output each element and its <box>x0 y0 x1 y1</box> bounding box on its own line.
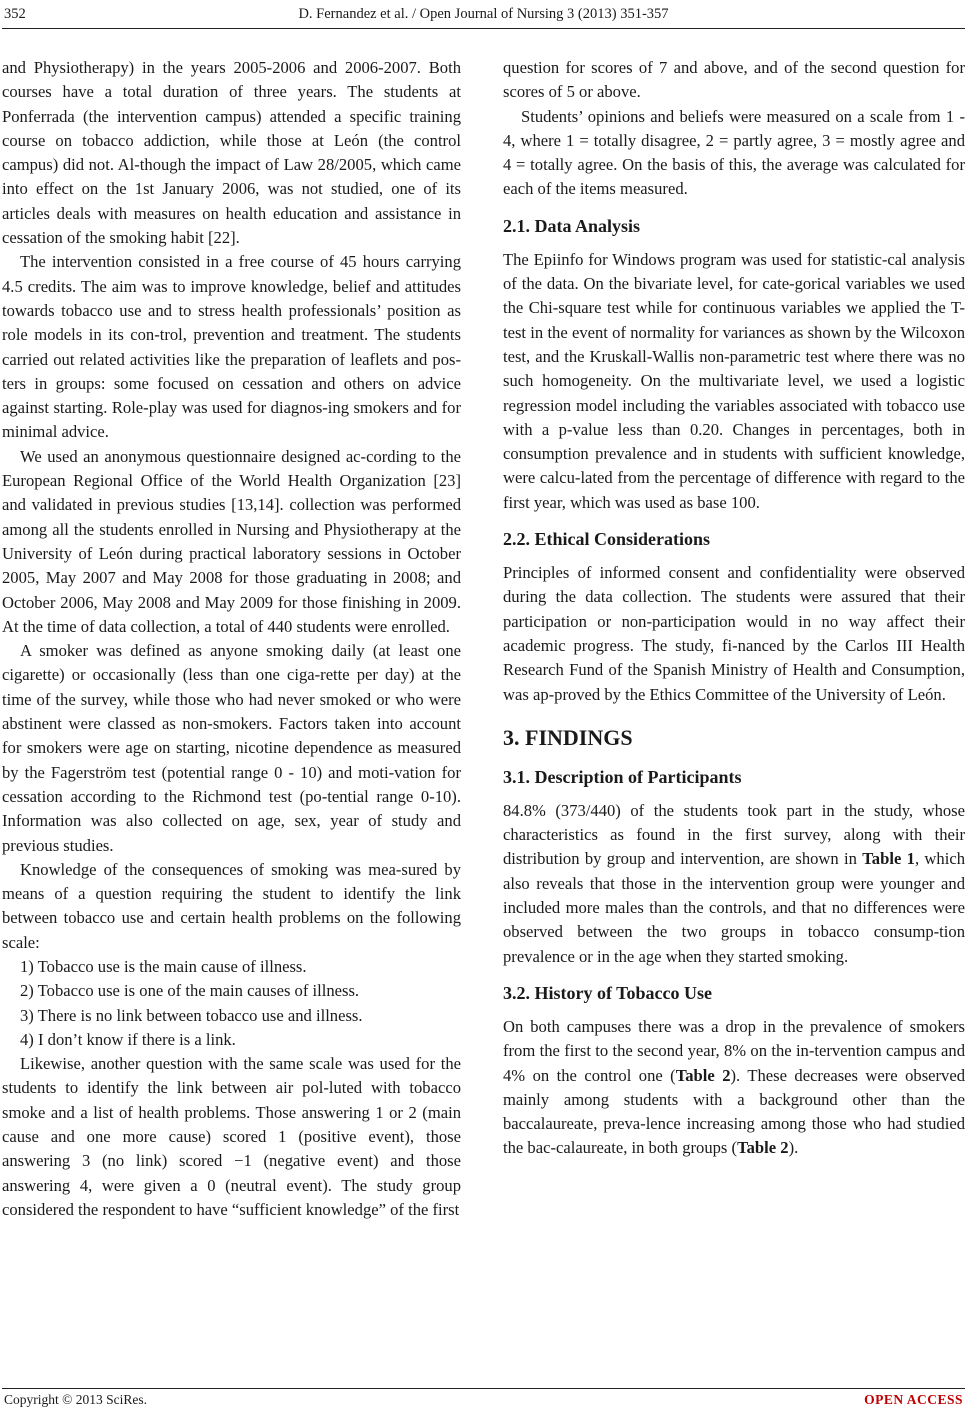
copyright-notice: Copyright © 2013 SciRes. <box>4 1392 148 1407</box>
running-head <box>0 4 967 24</box>
paragraph: The Epiinfo for Windows program was used for statistic-cal analysis of the data. On the bivariate level, for cate-gorical variables we used the Chi-square test while for continuous variables we applied the T-test in the event of normality for variances as shown by the Wilcoxon test, and the Kruskall-Wallis non-parametric test where there was no such homogeneity. On the multivariate level, we used a logistic regression model including the variables associated with tobacco use with a p-value less than 0.20. Changes in percentages, both in consumption prevalence and in students with sufficient knowledge, were calcu-lated from the percentage of difference with regard to the first year, which was used as base 100. <box>503 249 965 512</box>
paragraph: Knowledge of the consequences of smoking was mea-sured by means of a question requiring the student to identify the link between tobacco use and certain health problems on the following scale: <box>2 859 461 952</box>
table-reference-link[interactable]: Table 2 <box>737 1138 789 1158</box>
paragraph: The intervention consisted in a free course of 45 hours carrying 4.5 credits. The aim was to improve knowledge, belief and attitudes towards tobacco use and to stress health professionals’ position as role models in its con-trol, prevention and treatment. The students carried out related activities like the preparation of leaflets and pos-ters in groups: some focused on cessation and others on advice against starting. Role-play was used for diagnos-ing smokers and for minimal advice. <box>2 252 461 442</box>
paragraph: A smoker was defined as anyone smoking daily (at least one cigarette) or occasionally (less than one ciga-rette per day) at the time of the survey, while those who had never smoked or who were abstinent were classed as non-smokers. Factors taken into account for smokers were age on starting, nicotine dependence as measured by the Fagerström test (potential range 0 - 10) and moti-vation for cessation according to the Richmond test (po-tential range 0-10). Information was also collected on age, sex, year of study and previous studies. <box>2 641 461 855</box>
section-heading-participants: 3.1. Description of Participants <box>503 766 742 787</box>
open-access-label: OPEN ACCESS <box>864 1392 963 1407</box>
paragraph: We used an anonymous questionnaire designed ac-cording to the European Regional Office of the World Health Organization [23] and validated in previous studies [13,14]. collection was performed among all the students enrolled in Nursing and Physiotherapy at the University of León during practical laboratory sessions in October 2005, May 2007 and May 2008 for those graduating in 2008; and October 2006, May 2008 and May 2009 for those finishing in 2009. At the time of data collection, a total of 440 students were enrolled. <box>2 446 461 636</box>
text-run: ). <box>788 1138 799 1158</box>
text-run: , which also reveals that those in the intervention group were younger and included more males than the controls, and that no differences were observed between the two groups in tobacco consump-tion prevalence or in the age when they started smoking. <box>503 849 965 966</box>
journal-citation-line: D. Fernandez et al. / Open Journal of Nursing 3 (2013) 351-357 <box>298 6 669 22</box>
text-run: On both campuses there was a drop in the prevalence of smokers from the first to the second year, 8% on the in-tervention campus and 4% on the control one ( <box>503 1016 965 1085</box>
text-run: ). These decreases were observed mainly among students with a background other than the baccalaureate, preva-lence increasing among those who had studied the bac-calaureate, in both groups ( <box>503 1065 966 1158</box>
list-item: 3) There is no link between tobacco use and illness. <box>20 1005 363 1025</box>
paragraph <box>503 799 965 969</box>
table-reference-link[interactable]: Table 1 <box>862 849 915 869</box>
paragraph: Students’ opinions and beliefs were measured on a scale from 1 - 4, where 1 = totally disagree, 2 = partly agree, 3 = mostly agree and 4 = totally agree. On the basis of this, the average was calculated for each of the items measured. <box>503 106 965 199</box>
section-heading-ethical-considerations: 2.2. Ethical Considerations <box>503 529 711 550</box>
list-item: 1) Tobacco use is the main cause of illness. <box>20 956 307 976</box>
right-column <box>503 56 965 1161</box>
left-column <box>2 56 461 1222</box>
paragraph: Likewise, another question with the same scale was used for the students to identify the link between air pol-luted with tobacco smoke and a list of health problems. Those answering 1 or 2 (main cause and one more cause) scored 1 (positive event), those answering 3 (no link) scored −1 (negative event) and those answering 4, were given a 0 (neutral event). The study group considered the respondent to have “sufficient knowledge” of the first <box>2 1054 461 1219</box>
paragraph: question for scores of 7 and above, and of the second question for scores of 5 or above. <box>503 58 965 102</box>
footer-rule <box>2 1388 965 1389</box>
paragraph: Principles of informed consent and confidentiality were observed during the data collection. The students were assured that their participation or non-participation would in no way affect their academic progress. The study, fi-nanced by the Carlos III Health Research Fund of the Spanish Ministry of Health and Consumption, was ap-proved by the Ethics Committee of the University of León. <box>503 563 965 704</box>
header-rule <box>2 28 965 29</box>
text-run: 84.8% (373/440) of the students took part in the study, whose characteristics as found in the first survey, along with their distribution by group and intervention, are shown in <box>503 800 965 869</box>
section-heading-findings: 3. FINDINGS <box>503 724 633 750</box>
table-reference-link[interactable]: Table 2 <box>675 1065 731 1085</box>
paragraph: and Physiotherapy) in the years 2005-2006 and 2006-2007. Both courses have a total duration of three years. The students at Ponferrada (the intervention campus) attended a specific training course on tobacco addiction, while those at León (the control campus) did not. Al-though the impact of Law 28/2005, which came into effect on the 1st January 2006, was not studied, one of its articles deals with measures on health education and assistance in cessation of the smoking habit [22]. <box>2 58 461 248</box>
page-number: 352 <box>4 6 26 22</box>
list-item: 4) I don’t know if there is a link. <box>20 1029 236 1049</box>
section-heading-data-analysis: 2.1. Data Analysis <box>503 215 641 236</box>
section-heading-tobacco-history: 3.2. History of Tobacco Use <box>503 982 712 1003</box>
list-item: 2) Tobacco use is one of the main causes of illness. <box>20 981 360 1001</box>
paragraph <box>503 1015 965 1161</box>
